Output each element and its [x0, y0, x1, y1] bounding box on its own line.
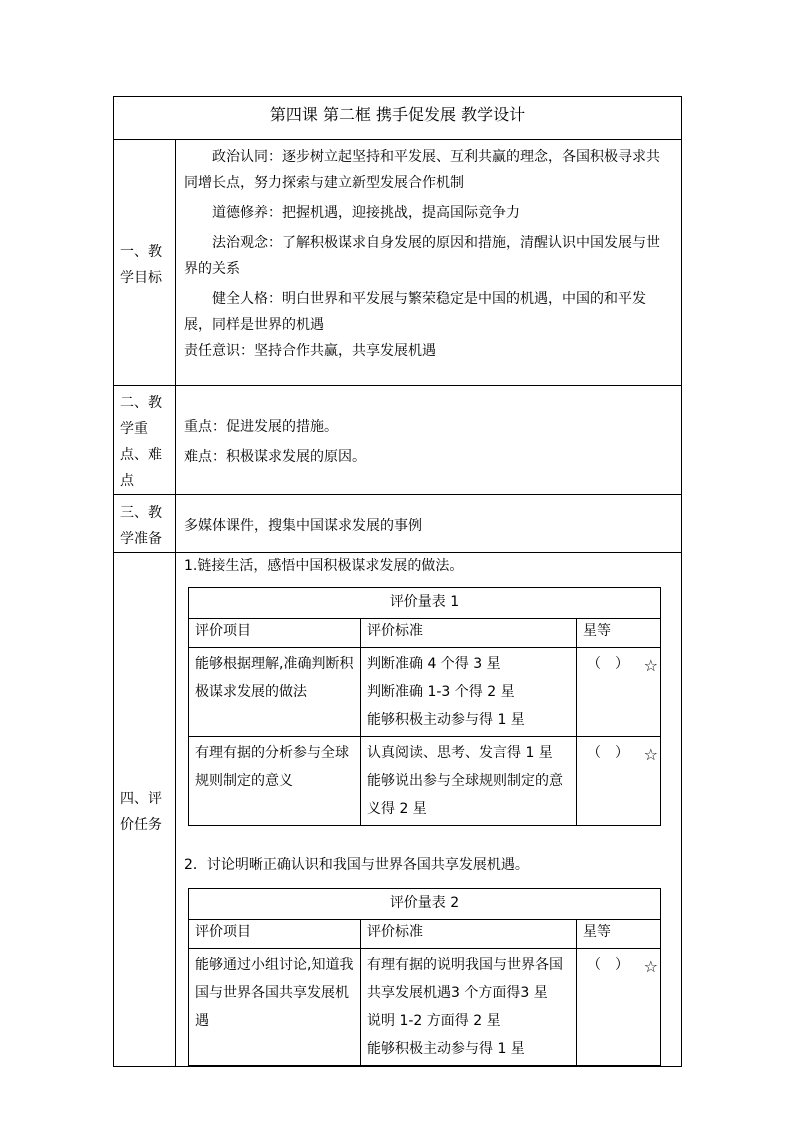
goal-item: 法治观念：了解积极谋求自身发展的原因和措施，清醒认识中国发展与世界的关系 [184, 235, 660, 277]
prep-content [176, 495, 682, 553]
tasks-content [176, 553, 682, 1067]
criteria-line: 判断准确 4 个得 3 星 [367, 656, 501, 672]
star-rating-cell [577, 949, 661, 1066]
section-label-goals: 一、教学目标 [114, 140, 176, 386]
rubric-table-2 [188, 888, 661, 1066]
task1-title: 1.链接生活，感悟中国积极谋求发展的做法。 [184, 558, 464, 574]
rubric-title: 评价量表 2 [189, 889, 661, 920]
criteria-line: 有理有据的说明我国与世界各国共享发展机遇3 个方面得3 星 [367, 957, 563, 1001]
goal-item: 健全人格：明白世界和平发展与繁荣稳定是中国的机遇，中国的和平发展，同样是世界的机遇 [184, 291, 646, 333]
goal-item: 道德修养：把握机遇，迎接挑战，提高国际竞争力 [212, 205, 520, 221]
rating-blank: （ ） [587, 957, 629, 973]
difficult-point-text: 难点：积极谋求发展的原因。 [184, 449, 366, 465]
key-points-content [176, 386, 682, 495]
criteria-line: 认真阅读、思考、发言得 1 星 [367, 745, 553, 761]
prep-text: 多媒体课件，搜集中国谋求发展的事例 [184, 517, 422, 534]
rubric-row [189, 648, 661, 737]
key-point-text: 重点：促进发展的措施。 [184, 419, 338, 435]
star-rating-cell [577, 737, 661, 826]
rubric-item: 能够通过小组讨论,知道我国与世界各国共享发展机遇 [189, 949, 361, 1066]
criteria-line: 能够说出参与全球规则制定的意义得 2 星 [367, 773, 563, 817]
rubric-criteria [361, 648, 577, 737]
criteria-line: 能够积极主动参与得 1 星 [367, 1041, 525, 1057]
column-header-criteria: 评价标准 [361, 619, 577, 648]
rubric-criteria [361, 737, 577, 826]
goal-item: 政治认同：逐步树立起坚持和平发展、互利共赢的理念，各国积极寻求共同增长点，努力探索与建立新型发展合作机制 [184, 149, 660, 191]
rating-blank: （ ） [587, 745, 629, 761]
star-rating-cell [577, 648, 661, 737]
criteria-line: 判断准确 1-3 个得 2 星 [367, 684, 515, 700]
section-label-tasks: 四、评价任务 [114, 553, 176, 1067]
column-header-item: 评价项目 [189, 619, 361, 648]
criteria-line: 能够积极主动参与得 1 星 [367, 712, 525, 728]
rubric-row [189, 737, 661, 826]
goals-content [176, 140, 682, 386]
column-header-item: 评价项目 [189, 920, 361, 949]
rubric-item: 有理有据的分析参与全球规则制定的意义 [189, 737, 361, 826]
star-icon: ☆ [643, 656, 658, 675]
column-header-criteria: 评价标准 [361, 920, 577, 949]
rubric-criteria [361, 949, 577, 1066]
rubric-row [189, 949, 661, 1066]
column-header-stars: 星等 [577, 619, 661, 648]
task2-title: 2．讨论明晰正确认识和我国与世界各国共享发展机遇。 [184, 857, 529, 873]
rubric-item: 能够根据理解,准确判断积极谋求发展的做法 [189, 648, 361, 737]
lesson-plan-table [113, 96, 682, 1067]
section-label-key-points: 二、教学重点、难点 [114, 386, 176, 495]
section-label-prep: 三、教学准备 [114, 495, 176, 553]
star-icon: ☆ [643, 957, 658, 976]
goal-item: 责任意识：坚持合作共赢，共享发展机遇 [184, 343, 436, 359]
rating-blank: （ ） [587, 656, 629, 672]
column-header-stars: 星等 [577, 920, 661, 949]
rubric-table-1 [188, 587, 661, 826]
star-icon: ☆ [643, 745, 658, 764]
document-title: 第四课 第二框 携手促发展 教学设计 [114, 97, 682, 140]
rubric-title: 评价量表 1 [189, 588, 661, 619]
criteria-line: 说明 1-2 方面得 2 星 [367, 1013, 501, 1029]
